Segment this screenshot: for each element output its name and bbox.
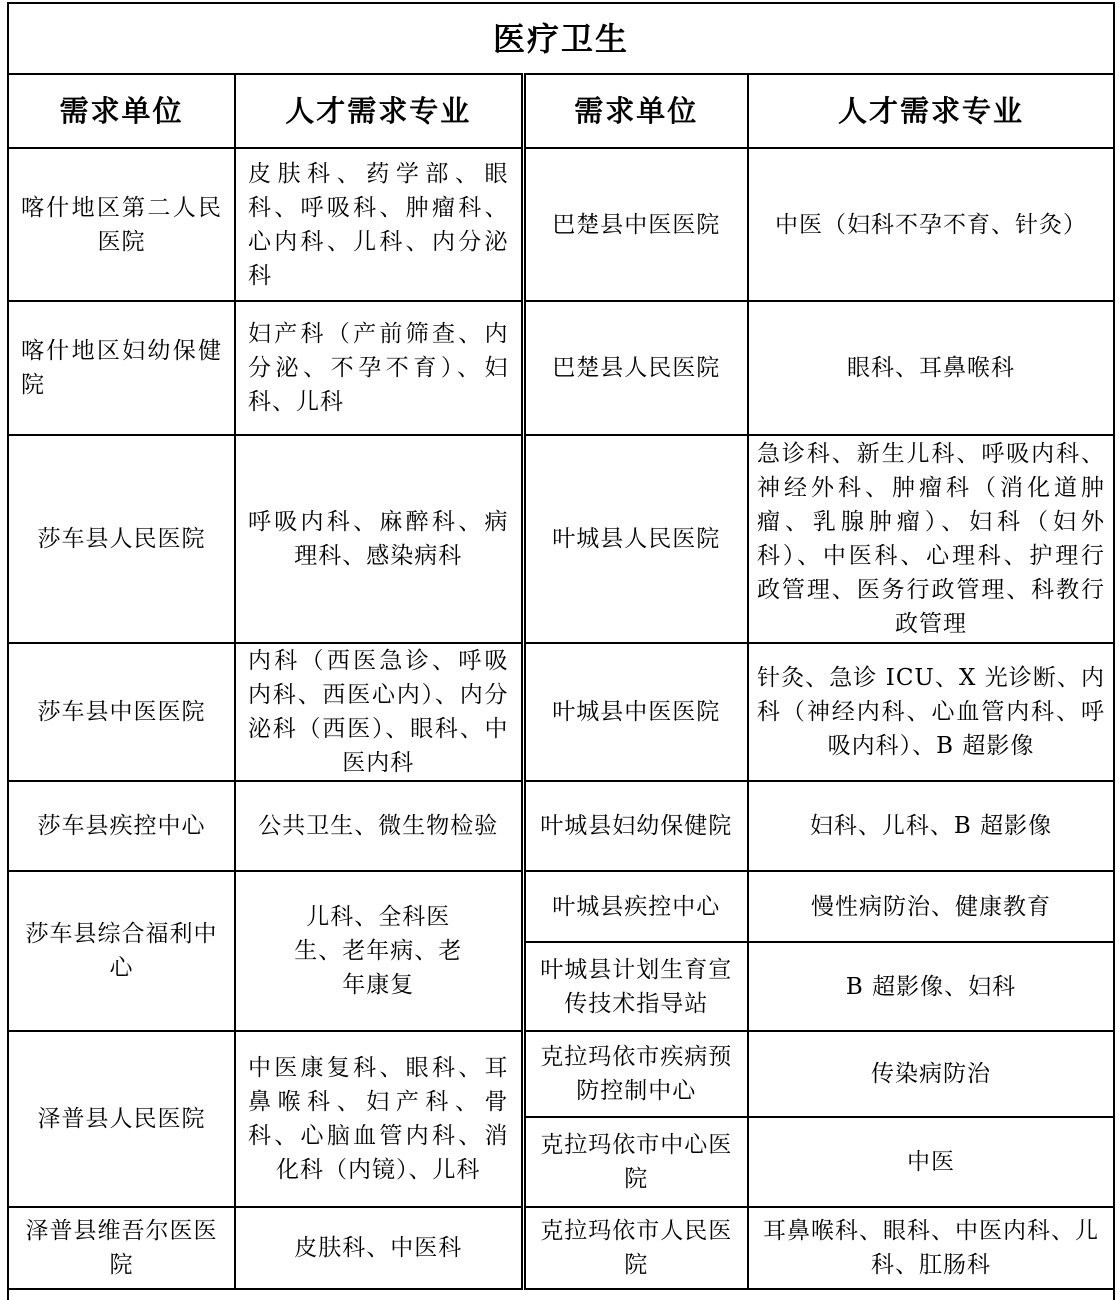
title-row: [8, 3, 1114, 74]
unit-cell: 泽普县维吾尔医医院: [8, 1207, 235, 1289]
table-footer-strip: [8, 1289, 1114, 1300]
major-cell: 内科（西医急诊、呼吸内科、西医心内）、内分泌科（西医）、眼科、中医内科: [235, 643, 523, 781]
major-cell: 传染病防治: [748, 1031, 1114, 1117]
major-cell: 针灸、急诊 ICU、X 光诊断、内科（神经内科、心血管内科、呼吸内科）、B 超影像: [748, 643, 1114, 781]
header-unit-left: 需求单位: [8, 74, 235, 148]
unit-cell: 叶城县计划生育宣传技术指导站: [523, 942, 748, 1031]
major-cell: 慢性病防治、健康教育: [748, 871, 1114, 942]
unit-cell: 叶城县中医医院: [523, 643, 748, 781]
unit-cell: 叶城县人民医院: [523, 435, 748, 643]
unit-cell: 莎车县中医医院: [8, 643, 235, 781]
unit-cell: 克拉玛依市疾病预防控制中心: [523, 1031, 748, 1117]
major-cell: 急诊科、新生儿科、呼吸内科、神经外科、肿瘤科（消化道肿瘤、乳腺肿瘤）、妇科（妇外科）、中医科、心理科、护理行政管理、医务行政管理、科教行政管理: [748, 435, 1114, 643]
header-major-left: 人才需求专业: [235, 74, 523, 148]
major-cell: 皮肤科、药学部、眼科、呼吸科、肿瘤科、心内科、儿科、内分泌科: [235, 148, 523, 301]
major-cell: B 超影像、妇科: [748, 942, 1114, 1031]
unit-cell: 喀什地区妇幼保健院: [8, 301, 235, 435]
unit-cell: 巴楚县中医医院: [523, 148, 748, 301]
unit-cell: 巴楚县人民医院: [523, 301, 748, 435]
major-cell: 呼吸内科、麻醉科、病理科、感染病科: [235, 435, 523, 643]
major-cell: 中医康复科、眼科、耳鼻喉科、妇产科、骨科、心脑血管内科、消化科（内镜）、儿科: [235, 1031, 523, 1207]
table-row: [8, 871, 1114, 942]
major-cell: 眼科、耳鼻喉科: [748, 301, 1114, 435]
header-row: [8, 74, 1114, 148]
unit-cell: 莎车县疾控中心: [8, 781, 235, 871]
major-cell: 妇科、儿科、B 超影像: [748, 781, 1114, 871]
table-row: [8, 301, 1114, 435]
unit-cell: 克拉玛依市中心医院: [523, 1117, 748, 1207]
major-cell: 耳鼻喉科、眼科、中医内科、儿科、肛肠科: [748, 1207, 1114, 1289]
talent-demand-table: [7, 2, 1115, 1300]
unit-cell: 莎车县人民医院: [8, 435, 235, 643]
header-unit-right: 需求单位: [523, 74, 748, 148]
unit-cell: 泽普县人民医院: [8, 1031, 235, 1207]
major-cell: 中医: [748, 1117, 1114, 1207]
major-cell: 妇产科（产前筛查、内分泌、不孕不育）、妇科、儿科: [235, 301, 523, 435]
table-row: [8, 781, 1114, 871]
footer-cell: [8, 1289, 1114, 1300]
major-cell: 中医（妇科不孕不育、针灸）: [748, 148, 1114, 301]
table-row: [8, 1031, 1114, 1117]
major-cell: 皮肤科、中医科: [235, 1207, 523, 1289]
major-cell: 儿科、全科医生、老年病、老年康复: [235, 871, 523, 1031]
table-row: [8, 435, 1114, 643]
unit-cell: 叶城县疾控中心: [523, 871, 748, 942]
unit-cell: 喀什地区第二人民医院: [8, 148, 235, 301]
header-major-right: 人才需求专业: [748, 74, 1114, 148]
table-title: 医疗卫生: [8, 3, 1114, 74]
table-row: [8, 148, 1114, 301]
unit-cell: 叶城县妇幼保健院: [523, 781, 748, 871]
unit-cell: 莎车县综合福利中心: [8, 871, 235, 1031]
major-cell: 公共卫生、微生物检验: [235, 781, 523, 871]
unit-cell: 克拉玛依市人民医院: [523, 1207, 748, 1289]
table-row: [8, 1207, 1114, 1289]
table-row: [8, 643, 1114, 781]
